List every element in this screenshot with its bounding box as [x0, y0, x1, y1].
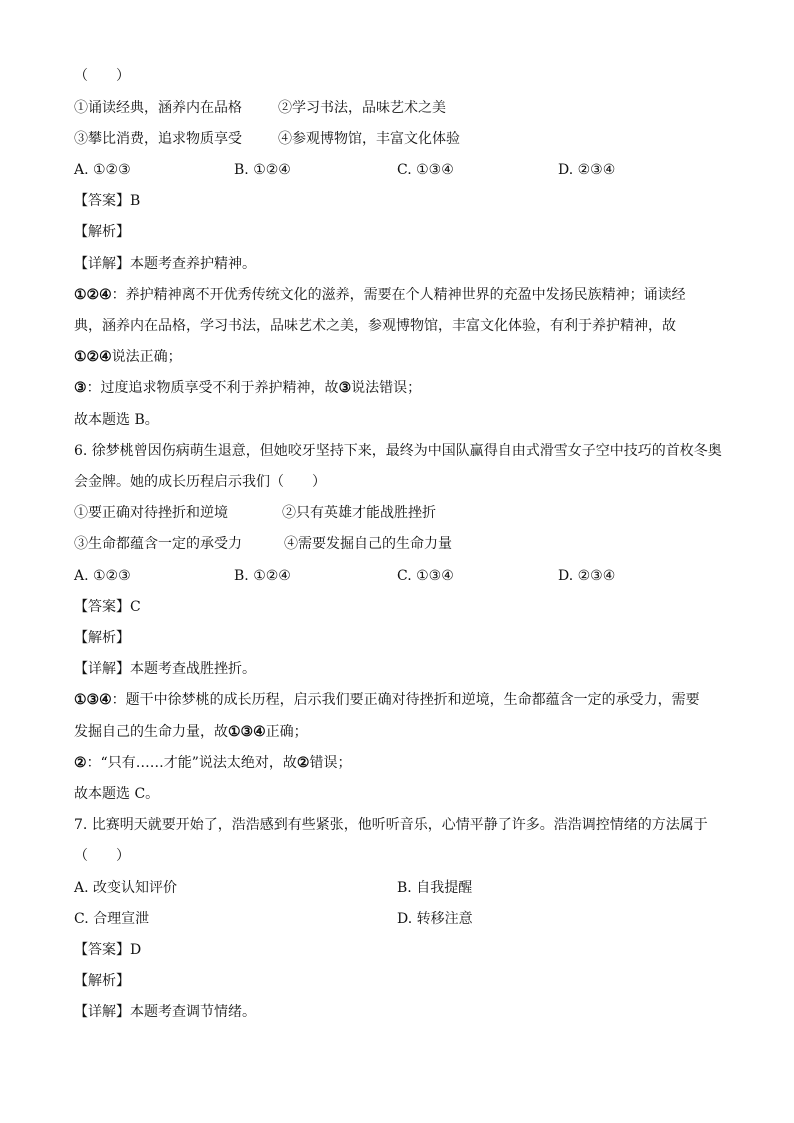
q5-option-2: ②学习书法，品味艺术之美	[278, 100, 446, 116]
q6-point1-line1	[74, 690, 700, 710]
q7-analysis-tag: 【解析】	[74, 973, 130, 989]
q7-detail	[74, 1002, 256, 1022]
point-marks: ②	[296, 755, 310, 771]
detail-tag: 【详解】	[74, 256, 130, 272]
answer-tag: 【答案】	[74, 599, 130, 615]
q5-option-1: ①诵读经典，涵养内在品格	[74, 100, 242, 116]
answer-value: B	[130, 193, 141, 209]
point-text: 发掘自己的生命力量，故	[74, 724, 228, 740]
detail-text: 本题考查调节情绪。	[130, 1004, 256, 1020]
q6-choice-d: D. ②③④	[558, 568, 616, 584]
q6-option-3: ③生命都蕴含一定的承受力	[74, 536, 242, 552]
q7-choice-c: C. 合理宣泄	[74, 911, 150, 927]
point-marks: ①②④	[74, 349, 112, 365]
q5-paren: （ ）	[74, 68, 130, 84]
q7-choice-a: A. 改变认知评价	[74, 880, 178, 896]
q6-detail	[74, 659, 256, 679]
point-text: 说法正确；	[111, 349, 182, 365]
point-text: ：养护精神离不开优秀传统文化的滋养，需要在个人精神世界的充盈中发扬民族精神；诵读经	[111, 287, 686, 303]
point-marks: ①③④	[74, 692, 112, 708]
q6-choice-c: C. ①③④	[397, 568, 454, 584]
q5-point1-line2: 典，涵养内在品格，学习书法，品味艺术之美，参观博物馆，丰富文化体验，有利于养护精神，故	[74, 318, 676, 334]
q6-option-1: ①要正确对待挫折和逆境	[74, 505, 228, 521]
answer-value: D	[130, 942, 142, 958]
q6-choice-a: A. ①②③	[74, 568, 131, 584]
point-text: 错误；	[309, 755, 352, 771]
q5-point1-line3	[74, 347, 182, 367]
point-text: ：题干中徐梦桃的成长历程，启示我们要正确对待挫折和逆境，生命都蕴含一定的承受力，需要	[111, 692, 700, 708]
detail-tag: 【详解】	[74, 1004, 130, 1020]
q6-stem-line2: 会金牌。她的成长历程启示我们（ ）	[74, 474, 326, 490]
point-marks: ③	[338, 380, 352, 396]
q6-answer	[74, 597, 141, 617]
q5-option-3: ③攀比消费，追求物质享受	[74, 131, 242, 147]
q5-choice-b: B. ①②④	[234, 162, 291, 178]
point-text: 说法错误；	[351, 380, 422, 396]
answer-value: C	[130, 599, 141, 615]
answer-tag: 【答案】	[74, 193, 130, 209]
q6-conclusion: 故本题选 C。	[74, 786, 160, 802]
q6-analysis-tag: 【解析】	[74, 630, 130, 646]
point-text: ：过度追求物质享受不利于养护精神，故	[86, 380, 339, 396]
detail-text: 本题考查养护精神。	[130, 256, 256, 272]
q5-option-4: ④参观博物馆，丰富文化体验	[278, 131, 460, 147]
q7-choice-b: B. 自我提醒	[397, 880, 473, 896]
q7-answer	[74, 940, 141, 960]
point-marks: ①③④	[228, 724, 266, 740]
q6-stem-line1: 6. 徐梦桃曾因伤病萌生退意，但她咬牙坚持下来，最终为中国队赢得自由式滑雪女子空中技巧的首枚冬奥	[74, 443, 722, 459]
point-marks: ③	[74, 380, 87, 396]
q7-choice-d: D. 转移注意	[397, 911, 473, 927]
q6-point2	[74, 753, 351, 773]
q5-point2	[74, 378, 421, 398]
q6-choice-b: B. ①②④	[234, 568, 291, 584]
q5-answer	[74, 191, 140, 211]
q7-stem-line2: （ ）	[74, 848, 130, 864]
point-marks: ②	[74, 755, 87, 771]
q5-conclusion: 故本题选 B。	[74, 412, 159, 428]
point-marks: ①②④	[74, 287, 112, 303]
point-text: ：“只有……才能”说法太绝对，故	[86, 755, 297, 771]
q5-choice-c: C. ①③④	[397, 162, 454, 178]
q6-point1-line2	[74, 722, 308, 742]
q5-point1-line1	[74, 285, 686, 305]
q7-stem-line1: 7. 比赛明天就要开始了，浩浩感到有些紧张，他听听音乐，心情平静了许多。浩浩调控情绪的方法属于	[74, 817, 708, 833]
q5-detail	[74, 254, 256, 274]
q6-option-4: ④需要发掘自己的生命力量	[284, 536, 452, 552]
q5-choice-d: D. ②③④	[558, 162, 616, 178]
detail-text: 本题考查战胜挫折。	[130, 661, 256, 677]
q6-option-2: ②只有英雄才能战胜挫折	[282, 505, 436, 521]
detail-tag: 【详解】	[74, 661, 130, 677]
q5-choice-a: A. ①②③	[74, 162, 131, 178]
q5-analysis-tag: 【解析】	[74, 224, 130, 240]
answer-tag: 【答案】	[74, 942, 130, 958]
point-text: 正确；	[265, 724, 308, 740]
